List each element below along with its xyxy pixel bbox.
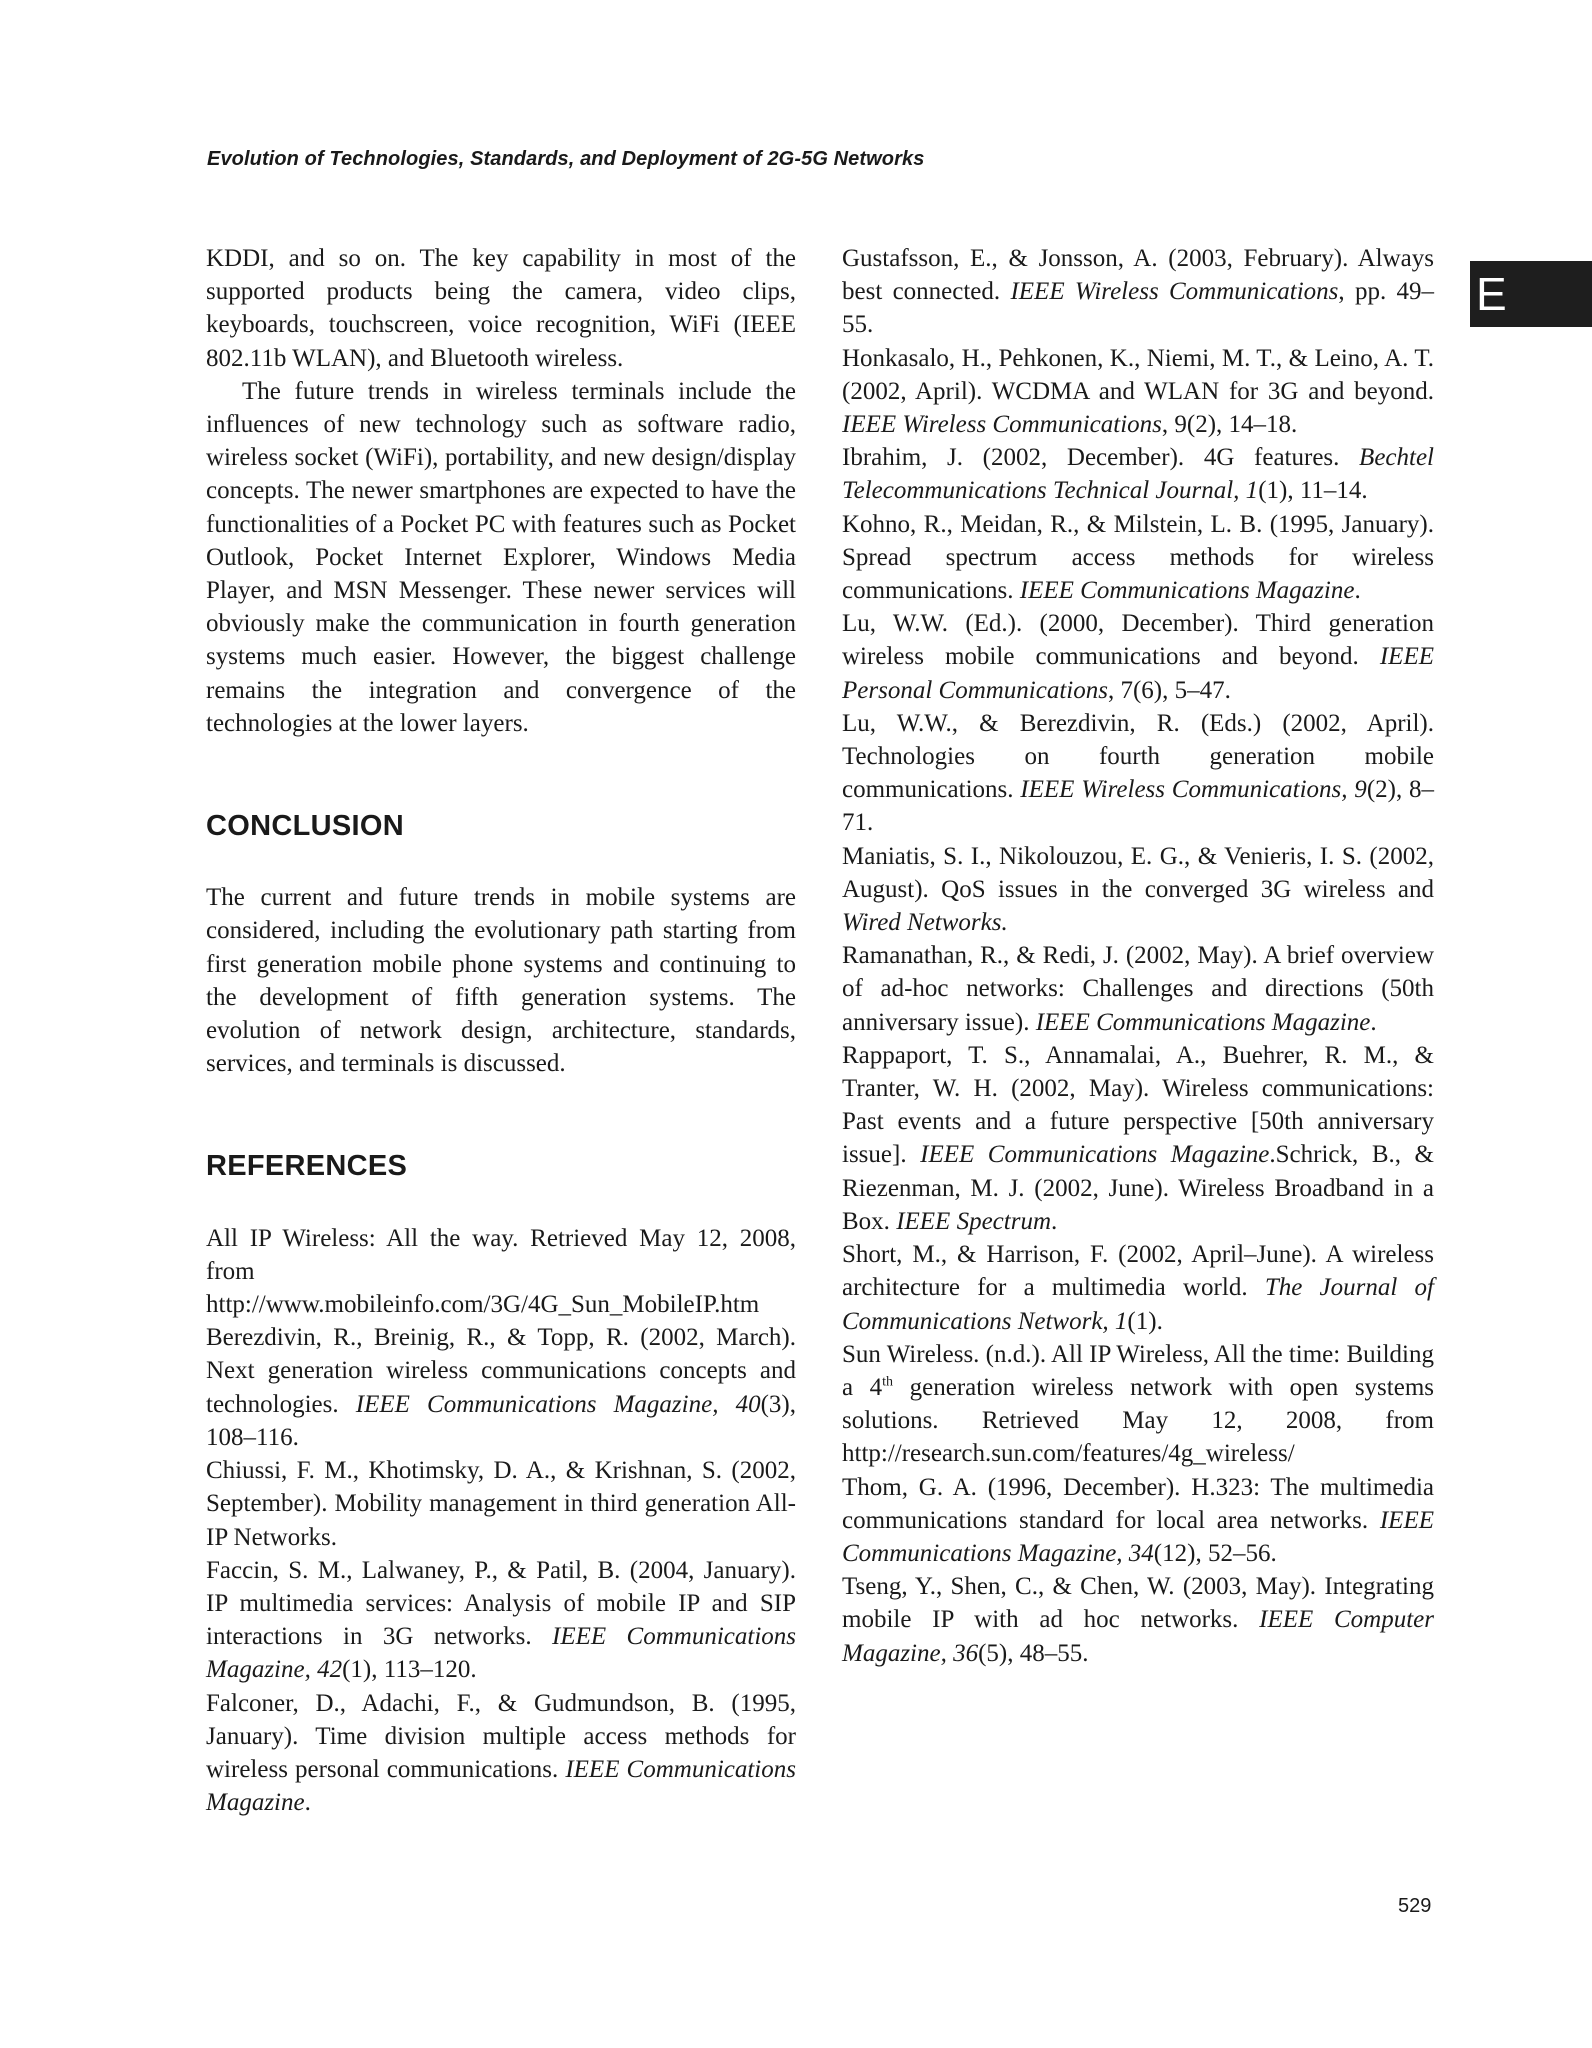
reference-text: Faccin, S. M., Lalwaney, P., & Patil, B. (2004, January). IP multimedia services: Analysis of mobile IP and SIP interactions in 3G networks.: [206, 1556, 796, 1651]
reference-text: Thom, G. A. (1996, December). H.323: The multimedia communications standard for local area networks.: [842, 1473, 1434, 1534]
reference-source: IEEE Wireless Communications, 9: [1020, 776, 1367, 804]
reference-tail: (2), 8–71.: [842, 776, 1435, 837]
reference-source: IEEE Wireless Communications: [842, 411, 1162, 439]
reference-tail: (5), 48–55.: [978, 1639, 1089, 1667]
reference-text: Berezdivin, R., Breinig, R., & Topp, R. (2002, March). Next generation wireless communications concepts and technologies.: [206, 1324, 796, 1418]
reference-entry: [842, 242, 1434, 342]
reference-entry: [842, 607, 1434, 707]
reference-text: Gustafsson, E., & Jonsson, A. (2003, February). Always best connected.: [842, 245, 1434, 306]
future-trends-paragraph: The future trends in wireless terminals include the influences of new technology such as software radio, wireless socket (WiFi), portability, and new design/display concepts. The newer smartphones are expected to have the functionalities of a Pocket PC with features such as Pocket Outlook, Pocket Internet Explorer, Windows Media Player, and MSN Messenger. These newer services will obviously make the communication in fourth generation systems much easier. However, the biggest challenge remains the integration and convergence of the technologies at the lower layers.: [206, 377, 796, 737]
reference-source: IEEE Communications Magazine: [920, 1141, 1270, 1169]
reference-tail: .: [304, 1789, 311, 1817]
reference-entry: [206, 1687, 796, 1820]
reference-tail: .: [1354, 577, 1361, 605]
references-heading: REFERENCES: [206, 1150, 408, 1183]
reference-source: The Journal of Communications Network, 1: [842, 1274, 1434, 1335]
reference-source: IEEE Communications Magazine, 40: [355, 1390, 761, 1418]
reference-source: IEEE Communications Magazine: [1019, 577, 1355, 605]
reference-tail: .Schrick, B., & Riezenman, M. J. (2002, June). Wireless Broadband in a Box.: [842, 1141, 1434, 1235]
reference-entry: [842, 342, 1434, 442]
reference-tail: (3), 108–116.: [206, 1390, 796, 1451]
section-tab-letter: E: [1476, 268, 1507, 320]
reference-source: IEEE Wireless Communications: [1010, 278, 1339, 306]
reference-source: Bechtel Telecommunications Technical Journal, 1: [842, 444, 1434, 505]
reference-entry: [206, 1554, 796, 1687]
reference-tail: (1).: [1127, 1307, 1163, 1335]
reference-text: Falconer, D., Adachi, F., & Gudmundson, B. (1995, January). Time division multiple access methods for wireless personal communications.: [206, 1689, 796, 1783]
conclusion-paragraph: The current and future trends in mobile systems are considered, including the evolutionary path starting from first generation mobile phone systems and continuing to the development of fifth generation systems. The evolution of network design, architecture, standards, services, and terminals is discussed.: [206, 884, 796, 1078]
reference-tail: (12), 52–56.: [1153, 1539, 1277, 1567]
left-column: [206, 242, 796, 1819]
reference-source: IEEE Communications Magazine, 42: [206, 1623, 796, 1684]
reference-text: Ramanathan, R., & Redi, J. (2002, May). A brief overview of ad-hoc networks: Challenges and directions (50th anniversary issue).: [842, 942, 1434, 1036]
reference-tail: , 7(6), 5–47.: [1107, 676, 1231, 704]
reference-text: Sun Wireless. (n.d.). All IP Wireless, All the time: Building a 4: [842, 1340, 1434, 1401]
reference-tail: .: [1051, 1207, 1058, 1235]
reference-source: IEEE Personal Communications: [842, 643, 1434, 704]
reference-text: generation wireless network with open systems solutions. Retrieved May 12, 2008, from http://research.sun.com/features/4g_wireless/: [842, 1373, 1434, 1468]
running-head: Evolution of Technologies, Standards, and Deployment of 2G-5G Networks: [207, 148, 925, 170]
reference-text: Tseng, Y., Shen, C., & Chen, W. (2003, May). Integrating mobile IP with ad hoc networks.: [842, 1573, 1434, 1634]
reference-text: Lu, W.W., & Berezdivin, R. (Eds.) (2002, April). Technologies on fourth generation mobile communications.: [842, 709, 1434, 804]
reference-text: Maniatis, S. I., Nikolouzou, E. G., & Venieris, I. S. (2002, August). QoS issues in the converged 3G wireless and: [842, 842, 1434, 903]
reference-text: Lu, W.W. (Ed.). (2000, December). Third generation wireless mobile communications and beyond.: [842, 610, 1434, 671]
reference-entry: [842, 1039, 1434, 1238]
reference-tail: , 9(2), 14–18.: [1161, 411, 1298, 439]
reference-text: All IP Wireless: All the way. Retrieved May 12, 2008, from http://www.mobileinfo.com/3G/4G_Sun_MobileIP.htm: [206, 1224, 796, 1319]
right-column: [842, 242, 1434, 1670]
conclusion-heading: CONCLUSION: [206, 810, 404, 843]
reference-source: IEEE Communications Magazine: [1035, 1008, 1371, 1036]
reference-tail: (1), 11–14.: [1258, 477, 1368, 505]
reference-entry: [842, 1238, 1434, 1338]
reference-tail: , pp. 49–55.: [842, 278, 1435, 339]
reference-source: IEEE Communications Magazine: [206, 1755, 796, 1817]
reference-entry: [842, 840, 1434, 940]
reference-entry: [842, 1338, 1434, 1471]
reference-entry: [842, 1570, 1434, 1670]
reference-entry: [842, 441, 1434, 507]
reference-entry: [842, 707, 1434, 840]
reference-text: Kohno, R., Meidan, R., & Milstein, L. B. (1995, January). Spread spectrum access methods for wireless communications.: [842, 510, 1434, 605]
reference-text: Ibrahim, J. (2002, December). 4G features.: [842, 444, 1360, 472]
reference-text: Chiussi, F. M., Khotimsky, D. A., & Krishnan, S. (2002, September). Mobility management in third generation All-IP Networks.: [206, 1457, 796, 1551]
reference-tail: (1), 113–120.: [342, 1656, 477, 1684]
section-tab: [1470, 261, 1592, 327]
left-reference-list: [206, 1222, 796, 1820]
reference-entry: [206, 1222, 796, 1322]
reference-source: Wired Networks.: [842, 909, 1008, 937]
reference-text: Honkasalo, H., Pehkonen, K., Niemi, M. T., & Leino, A. T. (2002, April). WCDMA and WLAN for 3G and beyond.: [842, 344, 1434, 405]
reference-entry: [842, 508, 1434, 608]
reference-entry: [842, 939, 1434, 1039]
reference-source: IEEE Communications Magazine, 34: [842, 1506, 1434, 1567]
reference-source: IEEE Computer Magazine, 36: [842, 1606, 1435, 1667]
reference-entry: [206, 1454, 796, 1554]
reference-entry: [206, 1321, 796, 1454]
reference-text: Rappaport, T. S., Annamalai, A., Buehrer, R. M., & Tranter, W. H. (2002, May). Wireless communications: Past events and a future perspective [50th anniversary issue].: [842, 1041, 1434, 1169]
reference-entry: [842, 1471, 1434, 1571]
reference-tail: .: [1370, 1008, 1377, 1036]
reference-source: IEEE Spectrum: [896, 1207, 1051, 1235]
continuation-paragraph: KDDI, and so on. The key capability in most of the supported products being the camera, video clips, keyboards, touchscreen, voice recognition, WiFi (IEEE 802.11b WLAN), and Bluetooth wireless.: [206, 245, 796, 372]
reference-text: Short, M., & Harrison, F. (2002, April–June). A wireless architecture for a multimedia world.: [842, 1241, 1434, 1302]
page-number: 529: [1398, 1895, 1432, 1917]
superscript: th: [882, 1374, 894, 1390]
